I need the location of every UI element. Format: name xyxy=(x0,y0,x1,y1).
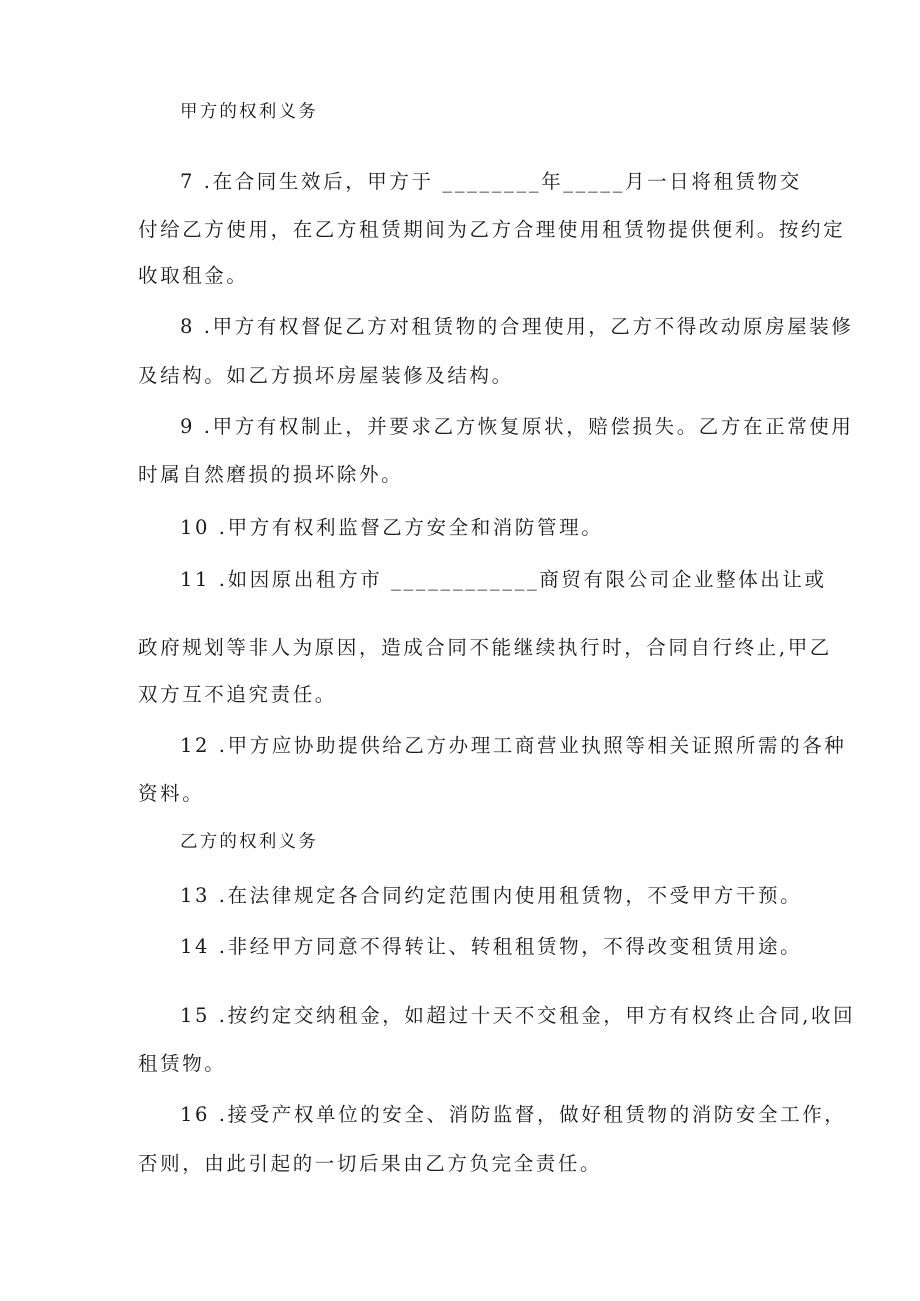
clause-8-line-1: 8 .甲方有权督促乙方对租赁物的合理使用，乙方不得改动原房屋装修 xyxy=(180,315,854,338)
clause-9-line-1: 9 .甲方有权制止，并要求乙方恢复原状，赔偿损失。乙方在正常使用 xyxy=(180,415,854,438)
clause-16-line-2: 否则，由此引起的一切后果由乙方负完全责任。 xyxy=(138,1152,603,1175)
clause-8-line-2: 及结构。如乙方损坏房屋装修及结构。 xyxy=(138,364,514,387)
clause-12-line-1: 12 .甲方应协助提供给乙方办理工商营业执照等相关证照所需的各种 xyxy=(180,734,847,757)
clause-7-line-1: 7 .在合同生效后，甲方于 ________年_____月一日将租赁物交 xyxy=(180,170,802,193)
section-title-party-a: 甲方的权利义务 xyxy=(180,102,318,122)
clause-11-line-1: 11 .如因原出租方市 ____________商贸有限公司企业整体出让或 xyxy=(180,568,827,591)
clause-15-line-1: 15 .按约定交纳租金，如超过十天不交租金，甲方有权终止合同,收回 xyxy=(180,1004,856,1027)
clause-9-line-2: 时属自然磨损的损坏除外。 xyxy=(138,463,404,486)
clause-7-line-2: 付给乙方使用，在乙方租赁期间为乙方合理使用租赁物提供便利。按约定 xyxy=(138,218,846,241)
clause-7-line-3: 收取租金。 xyxy=(138,264,249,287)
clause-11-line-3: 双方互不追究责任。 xyxy=(138,683,337,706)
clause-13-line-1: 13 .在法律规定各合同约定范围内使用租赁物，不受甲方干预。 xyxy=(180,884,803,907)
clause-14-line-1: 14 .非经甲方同意不得转让、转租租赁物，不得改变租赁用途。 xyxy=(180,935,803,958)
clause-15-line-2: 租赁物。 xyxy=(138,1052,227,1075)
clause-11-line-2: 政府规划等非人为原因，造成合同不能继续执行时，合同自行终止,甲乙 xyxy=(138,636,832,659)
clause-10-line-1: 10 .甲方有权利监督乙方安全和消防管理。 xyxy=(180,516,604,539)
clause-16-line-1: 16 .接受产权单位的安全、消防监督，做好租赁物的消防安全工作， xyxy=(180,1103,847,1126)
section-title-party-b: 乙方的权利义务 xyxy=(180,832,318,852)
clause-12-line-2: 资料。 xyxy=(138,782,205,805)
